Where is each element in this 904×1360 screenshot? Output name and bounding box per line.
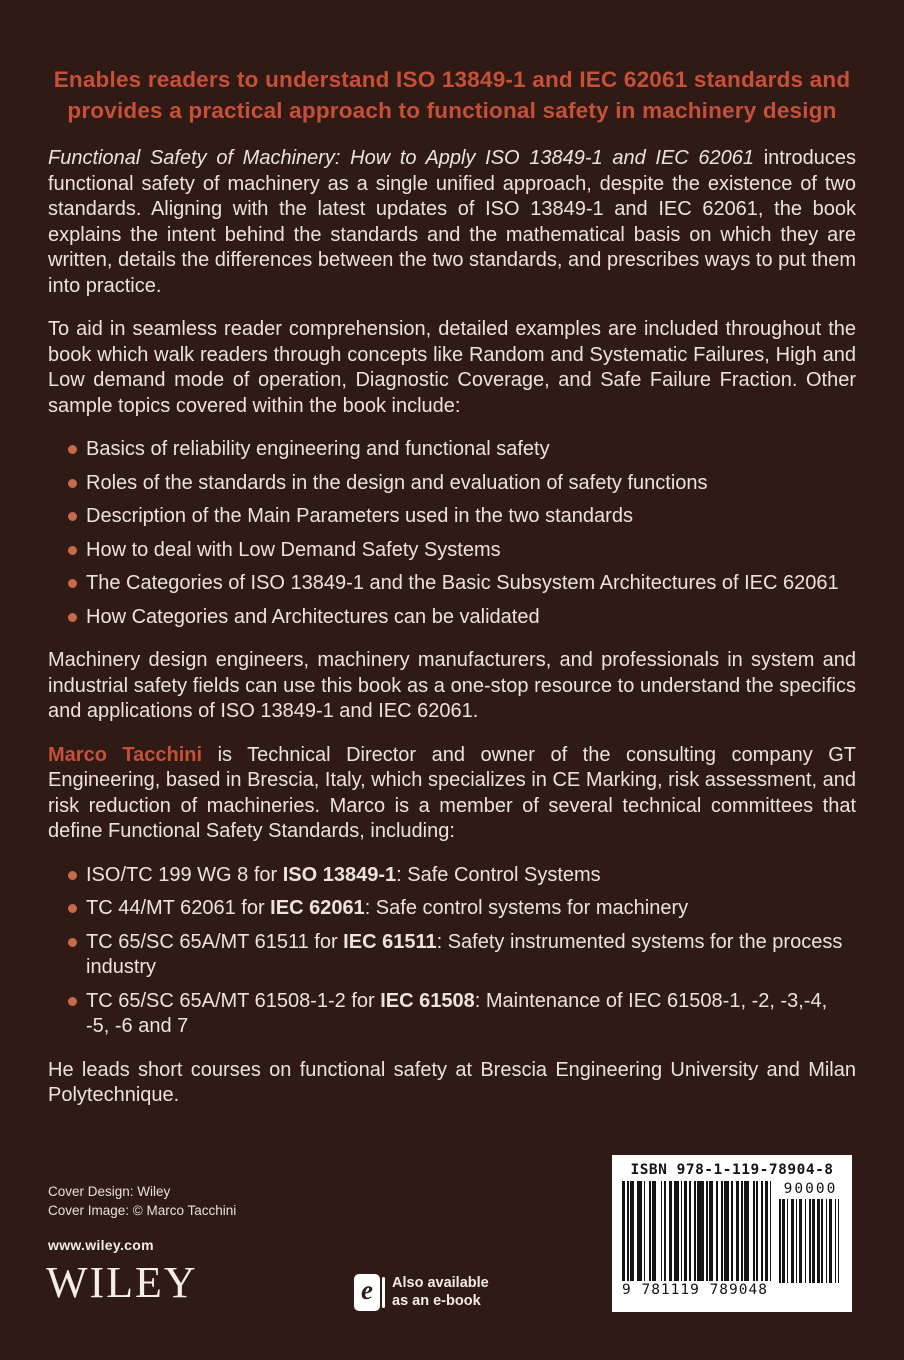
committee-prefix: TC 65/SC 65A/MT 61508-1-2 for xyxy=(86,989,381,1012)
topic-text: Description of the Main Parameters used in the two standards xyxy=(86,505,633,527)
topic-item xyxy=(68,437,856,463)
bullet-dot-icon xyxy=(68,512,77,521)
author-bio-text: is Technical Director and owner of the consulting company GT Engineering, based in Brescia, Italy, which specializes in CE Marking, risk assessment, and risk reduction of machineries. Marco is a member of several technical committees that define Functional Safety Standards, including: xyxy=(48,743,856,842)
committee-prefix: TC 44/MT 62061 for xyxy=(86,897,271,919)
standard-name: ISO 13849-1 xyxy=(282,863,397,886)
bullet-dot-icon xyxy=(68,997,77,1006)
topic-text: The Categories of ISO 13849-1 and the Basic Subsystem Architectures of IEC 62061 xyxy=(86,572,839,594)
topic-text: How Categories and Architectures can be validated xyxy=(86,605,540,628)
bullet-dot-icon xyxy=(68,938,77,947)
bullet-dot-icon xyxy=(68,579,77,588)
topic-text: Roles of the standards in the design and evaluation of safety functions xyxy=(86,471,708,494)
topic-item xyxy=(68,471,856,497)
committees-list xyxy=(48,863,856,1040)
topic-item xyxy=(68,605,856,631)
committee-item xyxy=(68,863,856,889)
barcode-price-code: 90000 xyxy=(783,1181,838,1197)
committee-item xyxy=(68,930,856,981)
standard-name: IEC 62061 xyxy=(270,897,365,919)
standard-name: IEC 61508 xyxy=(380,989,475,1012)
ebook-icon-letter: e xyxy=(361,1275,373,1305)
committee-prefix: ISO/TC 199 WG 8 for xyxy=(86,863,283,886)
headline-line-1: Enables readers to understand ISO 13849-1 and IEC 62061 standards and xyxy=(53,67,851,92)
headline-line-2: provides a practical approach to functional safety in machinery design xyxy=(67,98,837,123)
standard-name: IEC 61511 xyxy=(343,930,437,953)
closing-paragraph: He leads short courses on functional safety at Brescia Engineering University and Milan Polytechnique. xyxy=(48,1058,856,1106)
isbn-label: ISBN 978-1-119-78904-8 xyxy=(630,1162,834,1178)
committee-item xyxy=(68,989,856,1040)
ebook-text-line-1: Also available xyxy=(392,1275,489,1291)
headline xyxy=(48,64,856,126)
committee-item xyxy=(68,896,856,922)
bullet-dot-icon xyxy=(68,871,77,880)
cover-image-credit: Cover Image: © Marco Tacchini xyxy=(48,1203,237,1218)
isbn-barcode xyxy=(612,1155,852,1312)
author-bio-paragraph xyxy=(48,743,856,845)
bullet-dot-icon xyxy=(68,904,77,913)
intro-paragraph xyxy=(48,146,856,299)
topics-list xyxy=(48,437,856,630)
topic-text: Basics of reliability engineering and functional safety xyxy=(86,438,550,460)
ebook-badge xyxy=(354,1274,489,1311)
ebook-text-line-2: as an e-book xyxy=(392,1292,481,1309)
ebook-icon xyxy=(354,1274,380,1311)
author-name: Marco Tacchini xyxy=(48,743,203,766)
committee-suffix: : Maintenance of IEC 61508-1, -2, -3,-4, -5, -6 and 7 xyxy=(86,989,828,1037)
cover-design-credit: Cover Design: Wiley xyxy=(48,1184,171,1199)
book-title-italic: Functional Safety of Machinery: How to Apply ISO 13849-1 and IEC 62061 xyxy=(48,147,755,169)
bullet-dot-icon xyxy=(68,479,77,488)
overview-paragraph: To aid in seamless reader comprehension, detailed examples are included throughout the book which walk readers through concepts like Random and Systematic Failures, High and Low demand mode of operation, Diagnostic Coverage, and Safe Failure Fraction. Other sample topics covered within the book include: xyxy=(48,318,856,417)
topic-item xyxy=(68,571,856,597)
barcode-digits: 9 781119 789048 xyxy=(622,1282,768,1298)
committee-prefix: TC 65/SC 65A/MT 61511 for xyxy=(86,930,344,953)
barcode-main-column xyxy=(622,1181,772,1298)
barcode-supplement-bars xyxy=(779,1199,842,1283)
barcode-supplement-column xyxy=(779,1181,842,1298)
topic-item xyxy=(68,504,856,530)
wiley-url: www.wiley.com xyxy=(48,1237,154,1253)
topic-item xyxy=(68,538,856,564)
cover-credits xyxy=(48,1182,236,1220)
ebook-availability-text xyxy=(392,1275,489,1310)
intro-text: introduces functional safety of machinery as a single unified approach, despite the existence of two standards. Aligning with the latest updates of ISO 13849-1 and IEC 62061, the book explains the intent behind the standards and the mathematical basis on which they are written, details the differences between the two standards, and prescribes ways to put them into practice. xyxy=(48,147,856,297)
audience-paragraph: Machinery design engineers, machinery manufacturers, and professionals in system and industrial safety fields can use this book as a one-stop resource to understand the specifics and applications of ISO 13849-1 and IEC 62061. xyxy=(48,649,856,722)
bullet-dot-icon xyxy=(68,613,77,622)
bullet-dot-icon xyxy=(68,445,77,454)
committee-suffix: : Safety instrumented systems for the process industry xyxy=(86,930,843,978)
barcode-bars xyxy=(622,1181,772,1281)
bullet-dot-icon xyxy=(68,546,77,555)
topic-text: How to deal with Low Demand Safety Systems xyxy=(86,538,501,561)
barcode-row xyxy=(622,1181,842,1298)
committee-suffix: : Safe Control Systems xyxy=(396,863,601,886)
wiley-logo: WILEY xyxy=(46,1258,198,1307)
committee-suffix: : Safe control systems for machinery xyxy=(364,897,689,919)
